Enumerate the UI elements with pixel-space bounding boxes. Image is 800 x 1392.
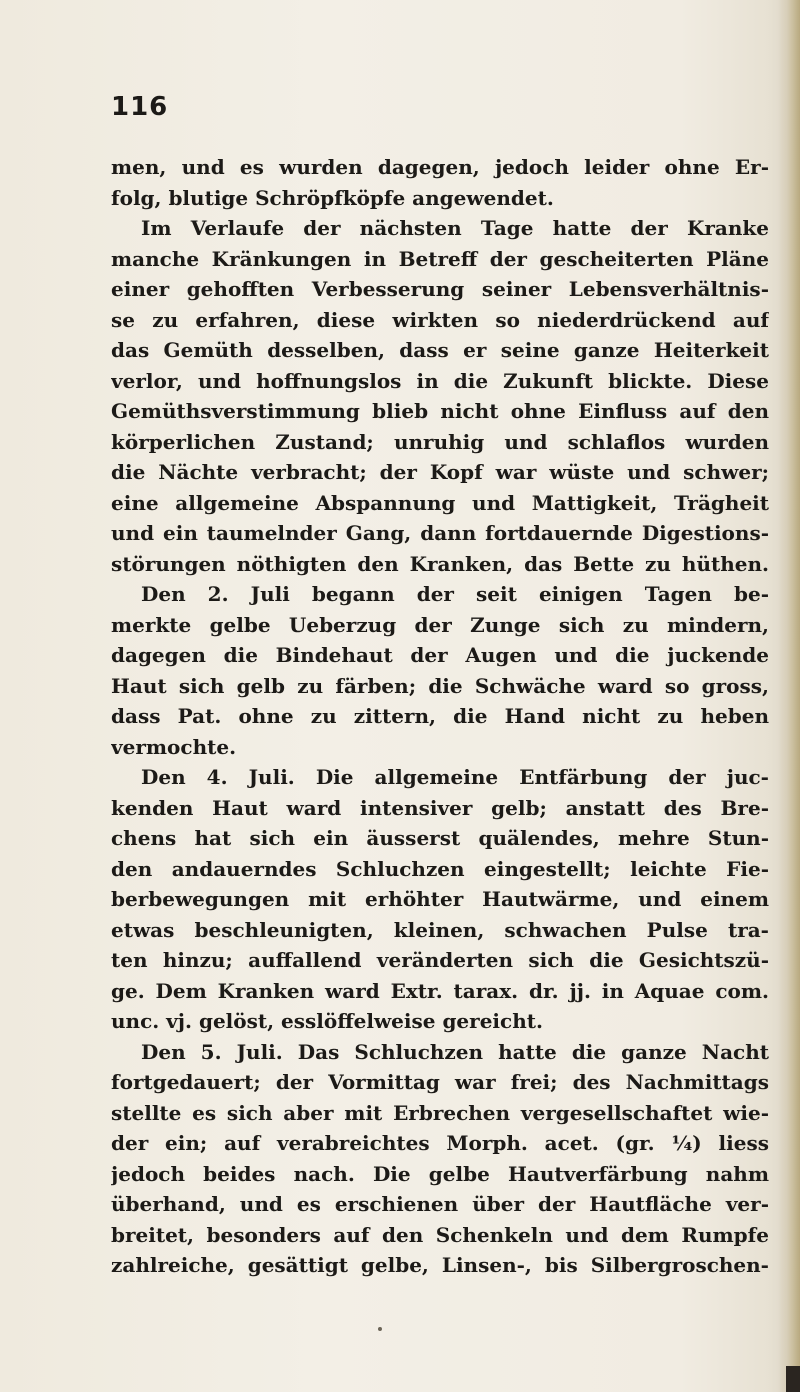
- text-line: eine allgemeine Abspannung und Mattigkeit, Trägheit: [111, 490, 769, 515]
- text-line: ten hinzu; auffallend veränderten sich die Gesichtszü-: [111, 948, 769, 972]
- text-line: Den 4. Juli. Die allgemeine Entfärbung der juc-: [141, 765, 769, 789]
- text-line: men, und es wurden dagegen, jedoch leider ohne Er-: [111, 155, 769, 179]
- text-line: Haut sich gelb zu färben; die Schwäche ward so gross,: [111, 673, 769, 698]
- text-line: zahlreiche, gesättigt gelbe, Linsen-, bis Silbergroschen-: [111, 1253, 769, 1277]
- text-line: stellte es sich aber mit Erbrechen vergesellschaftet wie-: [111, 1100, 769, 1125]
- text-line: breitet, besonders auf den Schenkeln und dem Rumpfe: [111, 1222, 769, 1247]
- text-line: das Gemüth desselben, dass er seine ganze Heiterkeit: [111, 338, 769, 362]
- text-line: dagegen die Bindehaut der Augen und die juckende: [111, 643, 769, 667]
- text-line: vermochte.: [111, 734, 237, 759]
- text-line: Gemüthsverstimmung blieb nicht ohne Einfluss auf den: [111, 399, 769, 423]
- text-line: etwas beschleunigten, kleinen, schwachen Pulse tra-: [111, 917, 769, 942]
- text-line: chens hat sich ein äusserst quälendes, mehre Stun-: [111, 826, 769, 850]
- text-line: jedoch beides nach. Die gelbe Hautverfärbung nahm: [111, 1161, 769, 1186]
- ink-speck: [378, 1327, 382, 1331]
- body-text: [111, 152, 769, 1281]
- text-line: den andauerndes Schluchzen eingestellt; leichte Fie-: [111, 856, 769, 881]
- text-line: Den 2. Juli begann der seit einigen Tagen be-: [141, 582, 769, 606]
- text-line: der ein; auf verabreichtes Morph. acet. (gr. ¼) liess: [111, 1131, 769, 1155]
- page-edge-shadow: [778, 0, 800, 1392]
- page-number: 116: [111, 92, 169, 122]
- text-line: und ein taumelnder Gang, dann fortdauernde Digestions-: [111, 521, 769, 545]
- text-line: merkte gelbe Ueberzug der Zunge sich zu mindern,: [111, 612, 769, 637]
- text-line: überhand, und es erschienen über der Hautfläche ver-: [111, 1192, 769, 1216]
- text-line: dass Pat. ohne zu zittern, die Hand nicht zu heben: [111, 704, 769, 728]
- text-line: einer gehofften Verbesserung seiner Lebensverhältnis-: [111, 277, 769, 301]
- text-line: die Nächte verbracht; der Kopf war wüste und schwer;: [111, 460, 769, 484]
- text-line: folg, blutige Schröpfköpfe angewendet.: [111, 185, 554, 210]
- text-line: berbewegungen mit erhöhter Hautwärme, und einem: [111, 887, 769, 911]
- text-line: störungen nöthigten den Kranken, das Bette zu hüthen.: [111, 551, 769, 576]
- text-line: körperlichen Zustand; unruhig und schlaflos wurden: [111, 429, 769, 454]
- text-line: fortgedauert; der Vormittag war frei; des Nachmittags: [111, 1070, 769, 1094]
- text-line: manche Kränkungen in Betreff der gescheiterten Pläne: [111, 246, 769, 271]
- text-line: unc. vj. gelöst, esslöffelweise gereicht.: [111, 1009, 543, 1033]
- corner-mark: [786, 1366, 800, 1392]
- text-line: Den 5. Juli. Das Schluchzen hatte die ganze Nacht: [141, 1039, 769, 1064]
- text-line: Im Verlaufe der nächsten Tage hatte der Kranke: [141, 216, 769, 240]
- text-line: se zu erfahren, diese wirkten so niederdrückend auf: [111, 307, 769, 332]
- text-line: verlor, und hoffnungslos in die Zukunft blickte. Diese: [111, 368, 769, 393]
- text-line: kenden Haut ward intensiver gelb; anstatt des Bre-: [111, 795, 769, 820]
- text-line: ge. Dem Kranken ward Extr. tarax. dr. jj. in Aquae com.: [111, 978, 769, 1003]
